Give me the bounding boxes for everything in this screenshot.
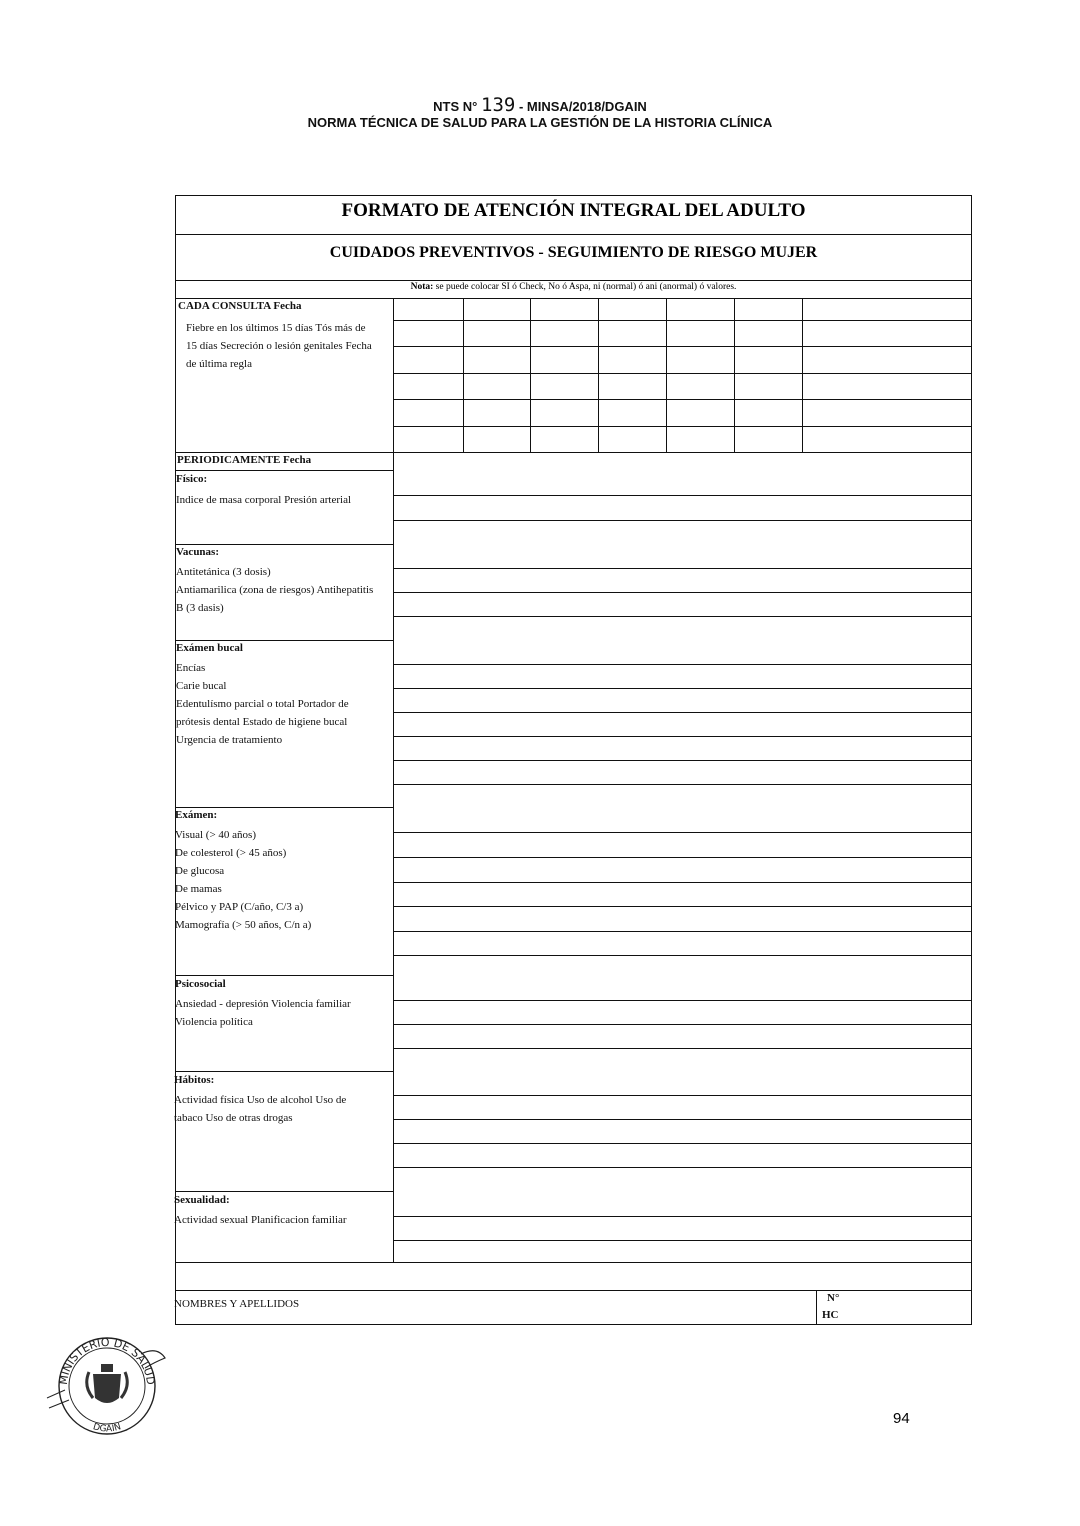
table-row-line [393,1119,971,1120]
table-row-line [393,373,971,374]
section-divider [175,1290,971,1291]
table-row-line [393,664,971,665]
table-row-line [393,784,971,785]
section-vacunas-text [176,563,373,617]
text-line: 15 días Secreción o lesión genitales Fecha [186,340,372,352]
table-row-line [393,568,971,569]
section-divider [175,975,393,976]
seal-bottom-text: DGAIN [91,1422,123,1435]
names-label: NOMBRES Y APELLIDOS [174,1298,300,1310]
text-line: Edentulísmo parcial o total Portador de [176,698,349,710]
hc-label: HC [822,1309,839,1321]
table-row-line [393,931,971,932]
section-divider [175,298,971,299]
text-line: Fiebre en los últimos 15 días Tós más de [186,322,366,334]
table-row-line [393,1240,971,1241]
section-fisico-text [176,491,351,509]
table-row-line [393,1216,971,1217]
table-row-line [393,906,971,907]
coat-of-arms-icon [87,1364,128,1403]
text-line: Carie bucal [176,680,227,692]
section-examen-text [175,826,311,934]
section-divider [175,807,393,808]
section-sexualidad-text [174,1211,347,1229]
date-column-line [530,298,531,452]
section-examen-heading: Exámen: [175,809,218,821]
date-column-line [666,298,667,452]
section-examen-bucal-heading: Exámen bucal [176,642,243,654]
section-examen-bucal-text [176,659,349,749]
text-line: De glucosa [175,865,225,877]
form-title: FORMATO DE ATENCIÓN INTEGRAL DEL ADULTO [341,200,806,221]
table-row-line [393,760,971,761]
table-row-line [393,320,971,321]
table-row-line [393,832,971,833]
label-column-divider [393,298,394,1262]
form-note [175,282,972,292]
signature-stroke [47,1390,69,1408]
number-label: N° [827,1292,840,1304]
section-divider [175,1262,971,1263]
document-code [0,94,1080,116]
table-row-line [393,592,971,593]
date-column-line [598,298,599,452]
table-row-line [393,1167,971,1168]
section-divider [175,640,393,641]
seal-top-text: MINISTERIO DE SALUD [56,1335,158,1386]
table-row-line [393,495,971,496]
table-row-line [393,616,971,617]
section-divider [175,544,393,545]
text-line: Violencia política [175,1016,253,1028]
note-label: Nota: [410,282,434,292]
section-cada-consulta-text [186,319,372,373]
text-line: De mamas [175,883,222,895]
section-sexualidad-heading: Sexualidad: [174,1194,230,1206]
date-column-line [802,298,803,452]
table-row-line [393,426,971,427]
page-number: 94 [893,1410,910,1427]
footer-divider [816,1290,817,1324]
section-divider [175,452,971,453]
section-habitos-text [174,1091,346,1127]
section-psicosocial-heading: Psicosocial [175,978,226,990]
text-line: Mamografía (> 50 años, C/n a) [175,919,312,931]
section-divider [175,1071,393,1072]
section-psicosocial-text [175,995,351,1031]
section-cada-consulta-heading: CADA CONSULTA Fecha [178,300,302,312]
text-line: tabaco Uso de otras drogas [174,1112,293,1124]
section-divider [175,470,393,471]
date-column-line [734,298,735,452]
norm-title: NORMA TÉCNICA DE SALUD PARA LA GESTIÓN DE LA HISTORIA CLÍNICA [307,115,773,130]
section-divider [175,280,971,281]
table-row-line [393,1000,971,1001]
table-row-line [393,688,971,689]
text-line: Visual (> 40 años) [175,829,257,841]
text-line: B (3 dasis) [176,602,224,614]
nts-prefix: NTS N° [433,99,478,114]
table-row-line [393,882,971,883]
note-text: se puede colocar SI ó Check, No ó Aspa, ni (normal) ó ani (anormal) ó valores. [433,282,737,292]
ministry-seal [45,1328,170,1438]
form-subtitle: CUIDADOS PREVENTIVOS - SEGUIMIENTO DE RIESGO MUJER [329,244,818,261]
text-line: Actividad sexual Planificacion familiar [174,1214,347,1226]
text-line: De colesterol (> 45 años) [175,847,287,859]
table-row-line [393,520,971,521]
text-line: Indice de masa corporal Presión arterial [176,494,352,506]
table-row-line [393,1095,971,1096]
section-divider [175,234,971,235]
section-vacunas-heading: Vacunas: [176,546,219,558]
table-row-line [393,1024,971,1025]
table-row-line [393,399,971,400]
table-row-line [393,857,971,858]
section-fisico-heading: Físico: [176,473,208,485]
text-line: de última regla [186,358,252,370]
nts-number: 139 [481,94,516,116]
text-line: prótesis dental Estado de higiene bucal [176,716,348,728]
text-line: Ansiedad - depresión Violencia familiar [175,998,351,1010]
text-line: Encías [176,662,206,674]
table-row-line [393,712,971,713]
text-line: Antiamarilica (zona de riesgos) Antihepatitis [176,584,374,596]
section-habitos-heading: Hábitos: [174,1074,215,1086]
table-row-line [393,1143,971,1144]
table-row-line [393,1048,971,1049]
text-line: Urgencia de tratamiento [176,734,283,746]
section-periodicamente-heading: PERIODICAMENTE Fecha [177,454,312,466]
table-row-line [393,346,971,347]
nts-suffix: - MINSA/2018/DGAIN [518,99,647,114]
section-divider [175,1191,393,1192]
date-column-line [463,298,464,452]
table-row-line [393,736,971,737]
text-line: Pélvico y PAP (C/año, C/3 a) [175,901,304,913]
text-line: Actividad física Uso de alcohol Uso de [174,1094,347,1106]
text-line: Antitetánica (3 dosis) [176,566,271,578]
table-row-line [393,955,971,956]
